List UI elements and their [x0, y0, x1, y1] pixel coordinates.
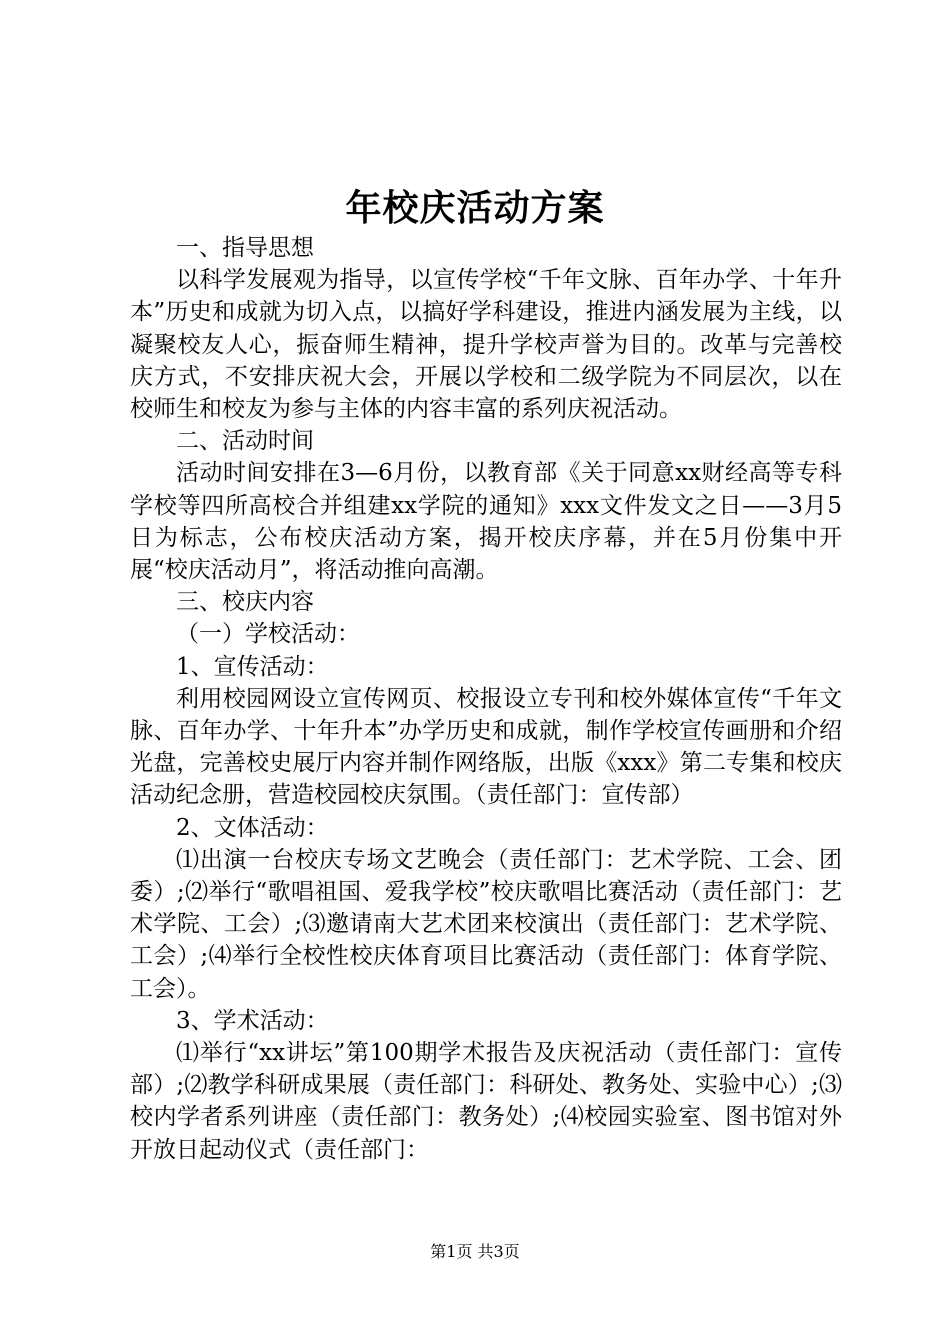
- document-title: 年校庆活动方案: [345, 187, 605, 229]
- section-heading-activity-time: 二、活动时间: [176, 428, 314, 455]
- paragraph-culture-sports: ⑴出演一台校庆专场文艺晚会（责任部门：艺术学院、工会、团委）;⑵举行“歌唱祖国、爱我学校”校庆歌唱比赛活动（责任部门：艺术学院、工会）;⑶邀请南大艺术团来校演出（责任部门：艺术学院、工会）;⑷举行全校性校庆体育项目比赛活动（责任部门：体育学院、工会）。: [130, 846, 842, 1002]
- section-heading-anniversary-content: 三、校庆内容: [176, 589, 314, 616]
- paragraph-activity-time: 活动时间安排在3—6月份，以教育部《关于同意xx财经高等专科学校等四所高校合并组建xx学院的通知》xxx文件发文之日——3月5日为标志，公布校庆活动方案，揭开校庆序幕，并在5月份集中开展“校庆活动月”，将活动推向高潮。: [130, 460, 842, 584]
- item-heading-academic: 3、学术活动：: [176, 1007, 329, 1034]
- paragraph-academic: ⑴举行“xx讲坛”第100期学术报告及庆祝活动（责任部门：宣传部）;⑵教学科研成果展（责任部门：科研处、教务处、实验中心）;⑶校内学者系列讲座（责任部门：教务处）;⑷校园实验室、图书馆对外开放日起动仪式（责任部门：: [130, 1040, 842, 1163]
- section-heading-guiding-ideology: 一、指导思想: [176, 235, 314, 261]
- paragraph-publicity: 利用校园网设立宣传网页、校报设立专刊和校外媒体宣传“千年文脉、百年办学、十年升本”办学历史和成就，制作学校宣传画册和介绍光盘，完善校史展厅内容并制作网络版，出版《xxx》第二专集和校庆活动纪念册，营造校园校庆氛围。（责任部门：宣传部）: [130, 685, 842, 809]
- paragraph-guiding-ideology: 以科学发展观为指导，以宣传学校“千年文脉、百年办学、十年升本”历史和成就为切入点，以搞好学科建设，推进内涵发展为主线，以凝聚校友人心，振奋师生精神，提升学校声誉为目的。改革与完善校庆方式，不安排庆祝大会，开展以学校和二级学院为不同层次，以在校师生和校友为参与主体的内容丰富的系列庆祝活动。: [130, 267, 842, 423]
- document-body: [130, 232, 842, 1166]
- item-heading-culture-sports: 2、文体活动：: [176, 814, 329, 841]
- subsection-heading-school-activities: （一）学校活动：: [176, 621, 360, 648]
- page-footer: 第1页 共3页: [430, 1242, 520, 1261]
- item-heading-publicity: 1、宣传活动：: [176, 653, 329, 680]
